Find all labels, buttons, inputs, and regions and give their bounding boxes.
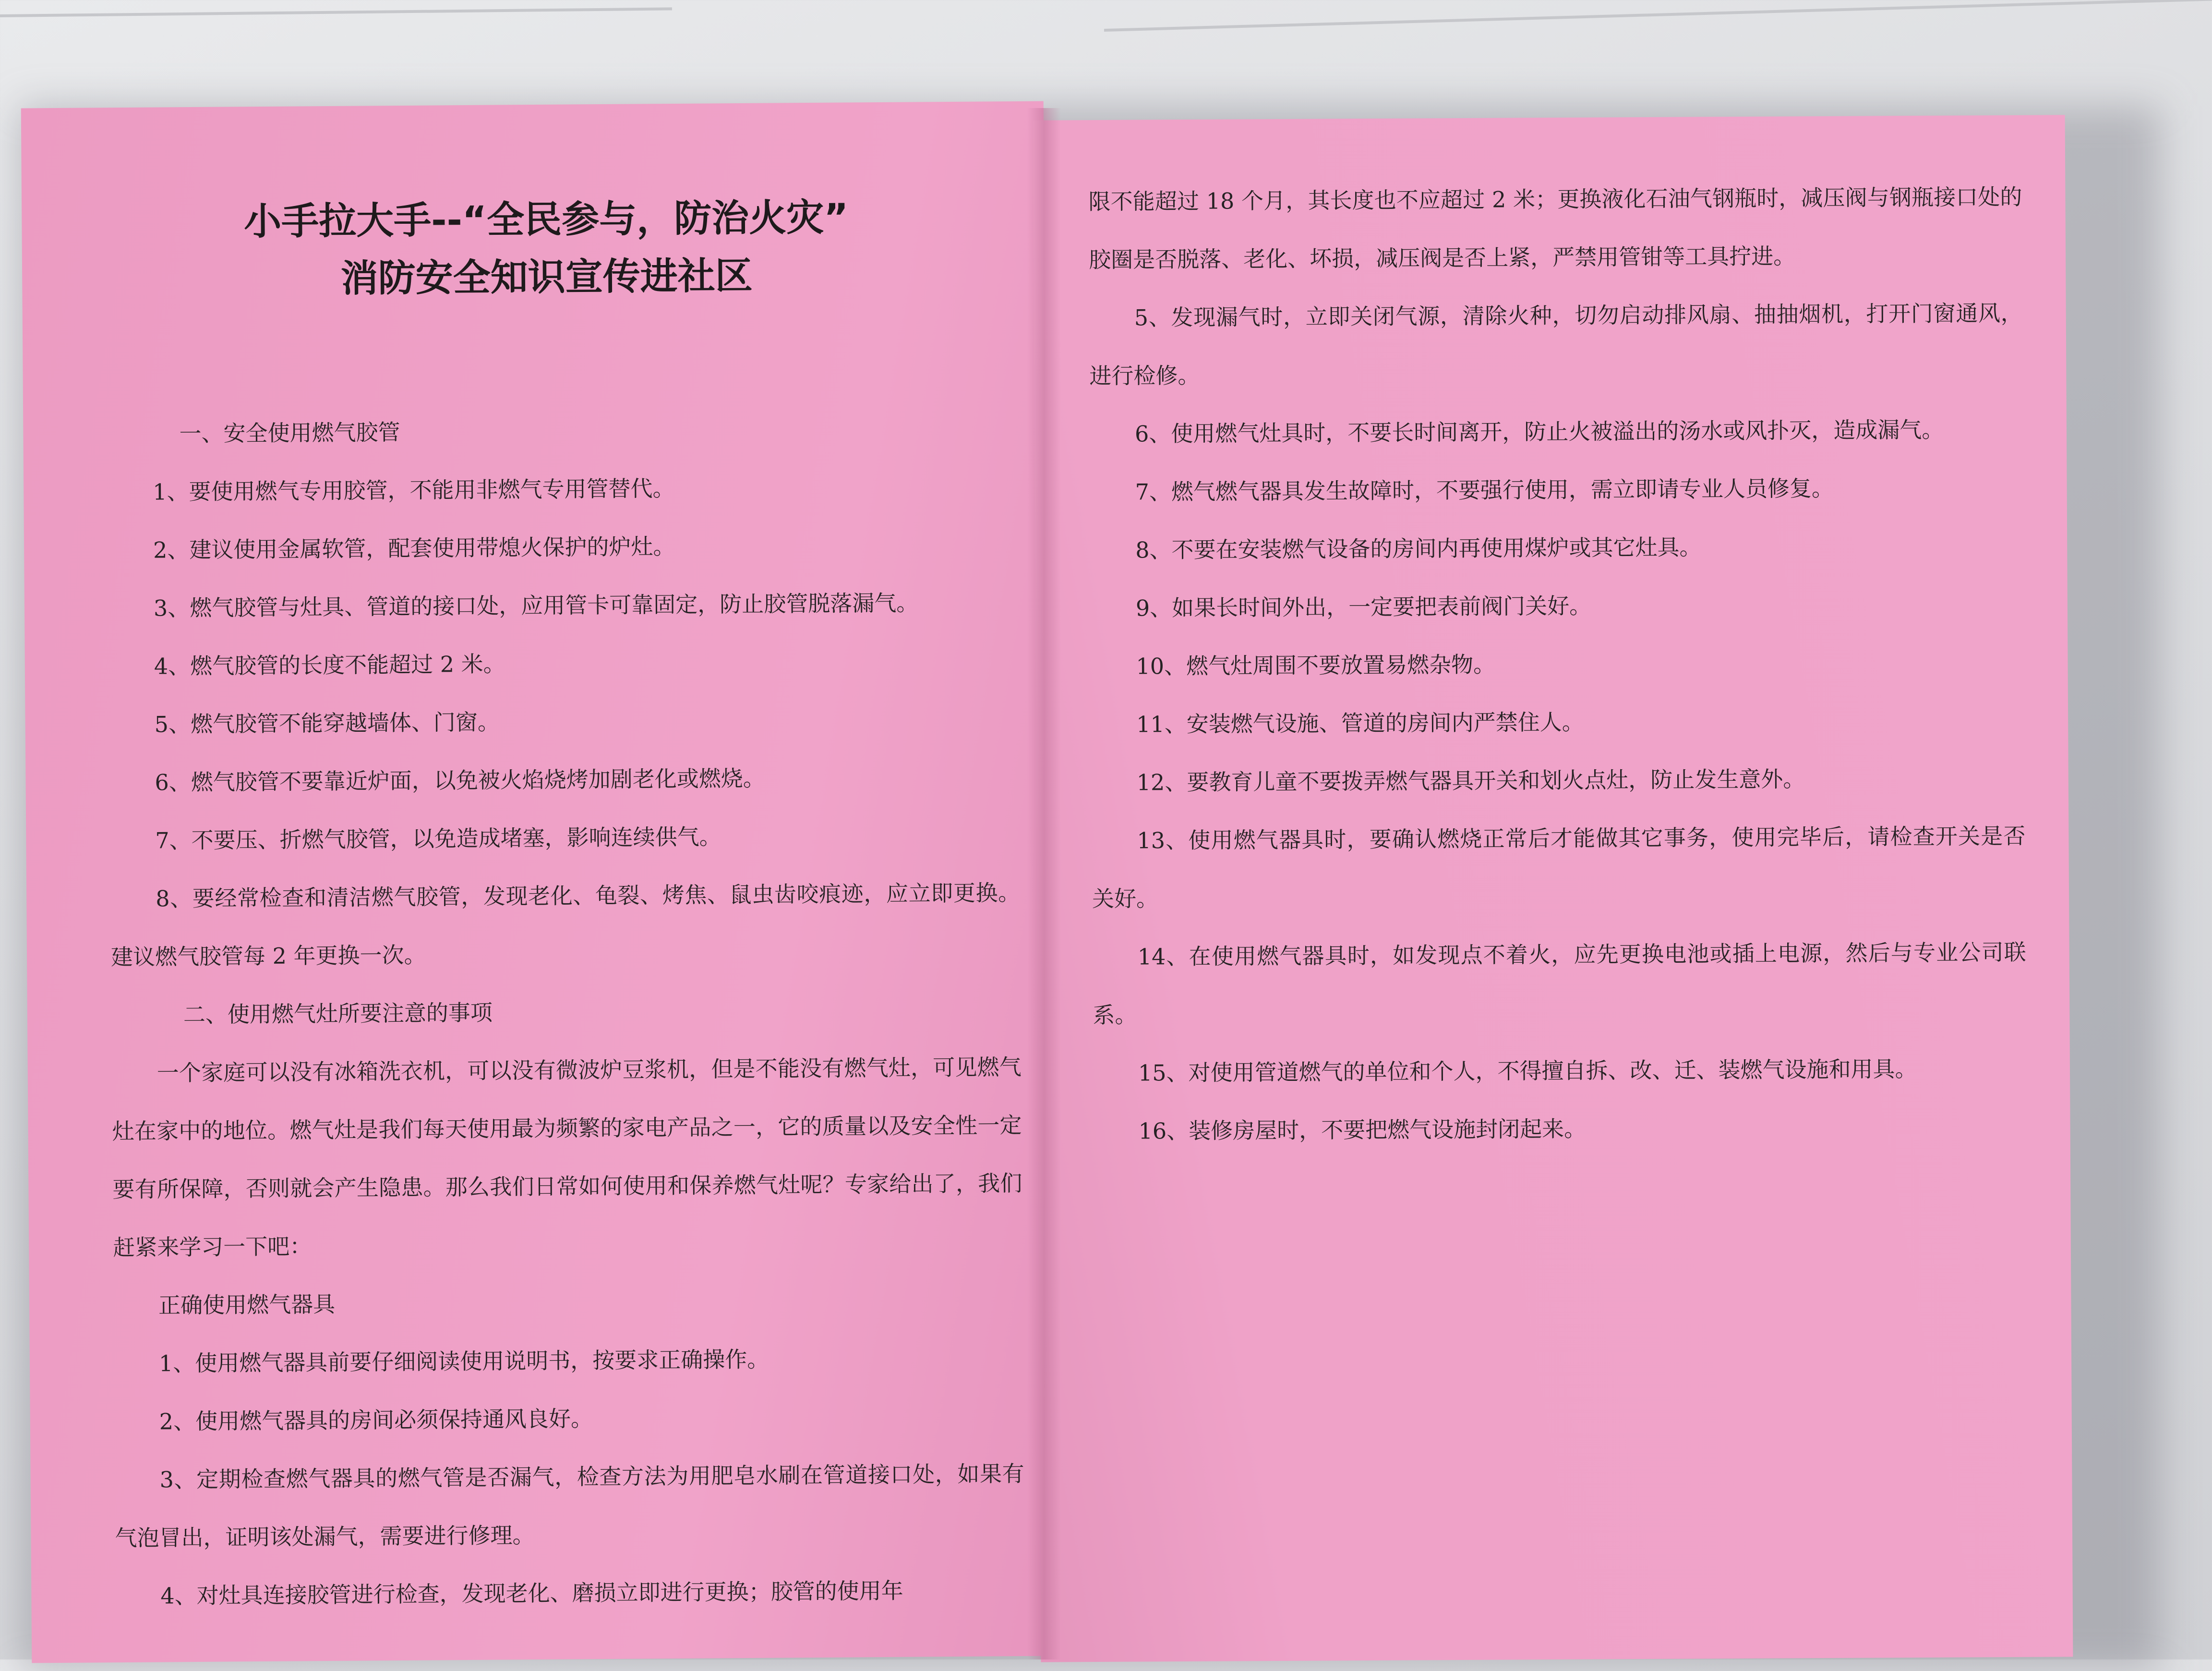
paragraph: 12、要教育儿童不要拨弄燃气器具开关和划火点灶，防止发生意外。	[1136, 766, 1805, 796]
paragraph: 5、燃气胶管不能穿越墙体、门窗。	[154, 709, 500, 738]
floor-tile-seam	[0, 7, 672, 17]
paragraph: 9、如果长时间外出，一定要把表前阀门关好。	[1135, 593, 1592, 621]
title-line-2: 消防安全知识宣传进社区	[340, 254, 753, 301]
paragraph: 10、燃气灶周围不要放置易燃杂物。	[1136, 651, 1496, 679]
paragraph: 6、燃气胶管不要靠近炉面，以免被火焰烧烤加剧老化或燃烧。	[155, 765, 765, 796]
paragraph: 11、安装燃气设施、管道的房间内严禁住人。	[1136, 709, 1584, 738]
paragraph: 2、建议使用金属软管，配套使用带熄火保护的炉灶。	[153, 533, 675, 563]
paragraph: 16、装修房屋时，不要把燃气设施封闭起来。	[1138, 1115, 1587, 1144]
left-page	[21, 101, 1055, 1663]
paragraph: 5、发现漏气时，立即关闭气源，清除火种，切勿启动排风扇、抽抽烟机，打开门窗通风，进行检修。	[1089, 300, 2023, 389]
paragraph: 3、定期检查燃气器具的燃气管是否漏气，检查方法为用肥皂水刷在管道接口处，如果有气泡冒出，证明该处漏气，需要进行修理。	[115, 1460, 1024, 1551]
right-page	[1033, 115, 2073, 1662]
paragraph: 7、燃气燃气器具发生故障时，不要强行使用，需立即请专业人员修复。	[1135, 475, 1834, 505]
paragraph: 一个家庭可以没有冰箱洗衣机，可以没有微波炉豆浆机，但是不能没有燃气灶，可见燃气灶在家中的地位。燃气灶是我们每天使用最为频繁的家电产品之一，它的质量以及安全性一定要有所保障，否则就会产生隐患。那么我们日常如何使用和保养燃气灶呢？专家给出了，我们赶紧来学习一下吧：	[112, 1053, 1022, 1261]
subheading: 正确使用燃气器具	[158, 1291, 336, 1319]
document-title	[106, 188, 987, 309]
paragraph: 8、不要在安装燃气设备的房间内再使用煤炉或其它灶具。	[1135, 534, 1702, 563]
paragraph: 6、使用燃气灶具时，不要长时间离开，防止火被溢出的汤水或风扑灭，造成漏气。	[1134, 416, 1944, 447]
paragraph: 14、在使用燃气器具时，如发现点不着火，应先更换电池或插上电源，然后与专业公司联系。	[1093, 939, 2026, 1029]
paragraph: 4、燃气胶管的长度不能超过 2 米。	[154, 651, 505, 679]
paragraph: 8、要经常检查和清洁燃气胶管，发现老化、龟裂、烤焦、鼠虫齿咬痕迹，应立即更换。建议燃气胶管每 2 年更换一次。	[110, 879, 1021, 970]
page-fold	[1027, 108, 1061, 1659]
paragraph: 1、要使用燃气专用胶管，不能用非燃气专用管替代。	[153, 475, 675, 505]
paragraph: 4、对灶具连接胶管进行检查，发现老化、磨损立即进行更换；胶管的使用年	[160, 1577, 903, 1609]
section-heading: 一、安全使用燃气胶管	[179, 419, 400, 447]
floor-tile-seam	[1104, 0, 2212, 32]
paragraph: 2、使用燃气器具的房间必须保持通风良好。	[159, 1405, 593, 1435]
paragraph-continued: 限不能超过 18 个月，其长度也不应超过 2 米；更换液化石油气钢瓶时，减压阀与钢瓶接口处的胶圈是否脱落、老化、坏损，减压阀是否上紧，严禁用管钳等工具拧进。	[1088, 183, 2022, 273]
paragraph: 13、使用燃气器具时，要确认燃烧正常后才能做其它事务，使用完毕后，请检查开关是否关好。	[1092, 823, 2026, 912]
section-heading: 二、使用燃气灶所要注意的事项	[183, 999, 493, 1028]
paragraph: 15、对使用管道燃气的单位和个人，不得擅自拆、改、迁、装燃气设施和用具。	[1138, 1056, 1917, 1086]
paragraph: 7、不要压、折燃气胶管，以免造成堵塞，影响连续供气。	[155, 823, 721, 854]
paragraph: 1、使用燃气器具前要仔细阅读使用说明书，按要求正确操作。	[158, 1346, 769, 1377]
title-line-1: 小手拉大手--“全民参与，防治火灾”	[243, 196, 849, 244]
paragraph: 3、燃气胶管与灶具、管道的接口处，应用管卡可靠固定，防止胶管脱落漏气。	[153, 590, 919, 621]
